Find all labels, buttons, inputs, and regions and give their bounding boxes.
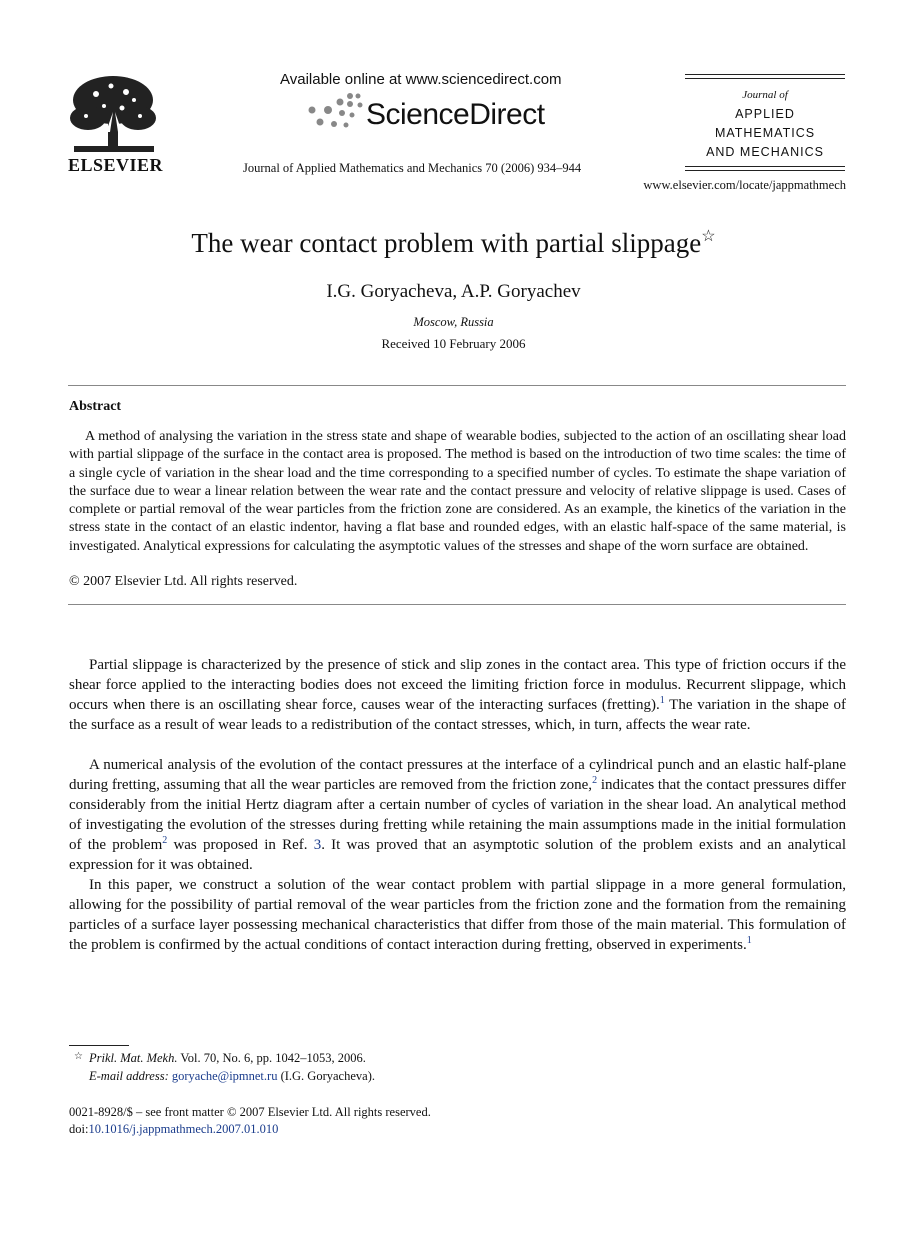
journal-title-line: MATHEMATICS bbox=[714, 126, 816, 140]
journal-box-rule bbox=[685, 170, 845, 171]
abstract-text: A method of analysing the variation in the stress state and shape of wearable bodies, subjected to the action of an oscillating shear load with partial slippage of the surface in the contact area is proposed. The method is based on the introduction of two time scales: the time of a single cycle of variation in the shear load and the time corresponding to a specified number of cycles. To estimate the shape variation of the surface due to wear a linear relation between the wear rate and the contact pressure and velocity of relative slippage is used. Cases of complete or partial removal of the wear particles from the friction zone are considered. As an example, the kinetics of the variation in the stress state in the contact of an elastic indentor, having a flat base and rounded edges, with an elastic half-space of the same material, is investigated. Analytical expressions for calculating the asymptotic values of the stresses and shape of the worn surface are obtained. bbox=[69, 429, 846, 554]
journal-url-link[interactable]: www.elsevier.com/locate/jappmathmech bbox=[643, 178, 846, 192]
available-online-text: Available online at www.sciencedirect.com bbox=[280, 71, 562, 88]
journal-title-line: AND MECHANICS bbox=[706, 145, 824, 159]
footnote-email bbox=[89, 1069, 375, 1084]
footnote-star: ☆ bbox=[74, 1051, 83, 1062]
reference-link[interactable]: 3 bbox=[313, 837, 322, 853]
authors: I.G. Goryacheva, A.P. Goryachev bbox=[326, 281, 581, 302]
abstract-heading: Abstract bbox=[69, 399, 122, 414]
title-footnote-mark[interactable]: ☆ bbox=[701, 228, 716, 245]
text-run: In this paper, we construct a solution of the wear contact problem with partial slippage in a more general formulation, allowing for the possibility of partial removal of the wear particles from the friction zone and the formation from the remaining particles of a surface layer possessing mechanical characteristics that differ from those of the main material. This formulation of the problem is confirmed by the actual conditions of contact interaction during fretting, observed in experiments. bbox=[69, 877, 846, 953]
abstract-top-rule bbox=[68, 385, 846, 386]
journal-title bbox=[685, 105, 845, 162]
journal-box-rule bbox=[685, 166, 845, 167]
sciencedirect-dots-logo bbox=[306, 92, 366, 132]
text-run: A numerical analysis of the evolution of the contact pressures at the interface of a cylindrical punch and an elastic half-plane during fretting, assuming that all the wear particles are removed from the friction zone, bbox=[69, 757, 846, 793]
journal-of-label: Journal of bbox=[742, 89, 788, 101]
received-date: Received 10 February 2006 bbox=[381, 336, 526, 351]
reference-link[interactable]: 2 bbox=[592, 775, 598, 786]
email-link[interactable]: goryache@ipmnet.ru bbox=[171, 1069, 278, 1083]
journal-box-rule bbox=[685, 74, 845, 75]
sciencedirect-wordmark: ScienceDirect bbox=[366, 98, 545, 131]
journal-citation: Journal of Applied Mathematics and Mechanics 70 (2006) 934–944 bbox=[243, 161, 582, 175]
journal-details: Vol. 70, No. 6, pp. 1042–1053, 2006. bbox=[177, 1051, 366, 1065]
footnote-rule bbox=[69, 1045, 129, 1046]
text-run: The variation in the shape of the surface as a result of wear leads to a redistribution of the contact stresses, which, in turn, affects the wear rate. bbox=[69, 697, 846, 733]
text-run: Partial slippage is characterized by the presence of stick and slip zones in the contact area. This type of friction occurs if the shear force applied to the interacting bodies does not exceed the limiting friction force in modulus. Recurrent slippage, which occurs when there is an oscillating shear force, causes wear of the interacting surfaces (fretting). bbox=[69, 657, 846, 713]
email-owner: (I.G. Goryacheva). bbox=[277, 1069, 375, 1083]
paper-title bbox=[0, 228, 907, 259]
body-paragraph bbox=[69, 655, 846, 735]
email-label: E-mail address: bbox=[89, 1069, 169, 1083]
doi-link[interactable]: 10.1016/j.jappmathmech.2007.01.010 bbox=[88, 1122, 279, 1136]
journal-title-line: APPLIED bbox=[735, 107, 795, 121]
text-run: was proposed in Ref. bbox=[167, 837, 314, 853]
text-run: . It was proved that an asymptotic solution of the problem exists and an analytical expression for it was obtained. bbox=[69, 837, 846, 873]
footnote-source bbox=[74, 1051, 366, 1066]
publisher-name: ELSEVIER bbox=[68, 155, 164, 175]
reference-link[interactable]: 1 bbox=[746, 935, 752, 946]
body-paragraph bbox=[69, 875, 846, 955]
reference-link[interactable]: 2 bbox=[162, 835, 168, 846]
abstract-copyright: © 2007 Elsevier Ltd. All rights reserved. bbox=[69, 574, 298, 589]
paper-title-text: The wear contact problem with partial slippage bbox=[191, 228, 702, 258]
issn-line: 0021-8928/$ – see front matter © 2007 Elsevier Ltd. All rights reserved. bbox=[69, 1105, 431, 1119]
affiliation: Moscow, Russia bbox=[413, 315, 494, 329]
text-run: indicates that the contact pressures differ considerably from the initial Hertz diagram after a certain number of cycles of variation in the shear load. An analytical method of investigating the evolution of the stresses during fretting while retaining the main assumptions made in the initial formulation of the problem bbox=[69, 777, 847, 853]
journal-name: Prikl. Mat. Mekh. bbox=[88, 1051, 178, 1065]
doi-label: doi: bbox=[69, 1122, 89, 1136]
abstract-bottom-rule bbox=[68, 604, 846, 605]
doi-line bbox=[69, 1122, 278, 1137]
body-paragraph bbox=[69, 755, 846, 875]
reference-link[interactable]: 1 bbox=[659, 695, 665, 706]
journal-box-rule bbox=[685, 78, 845, 79]
